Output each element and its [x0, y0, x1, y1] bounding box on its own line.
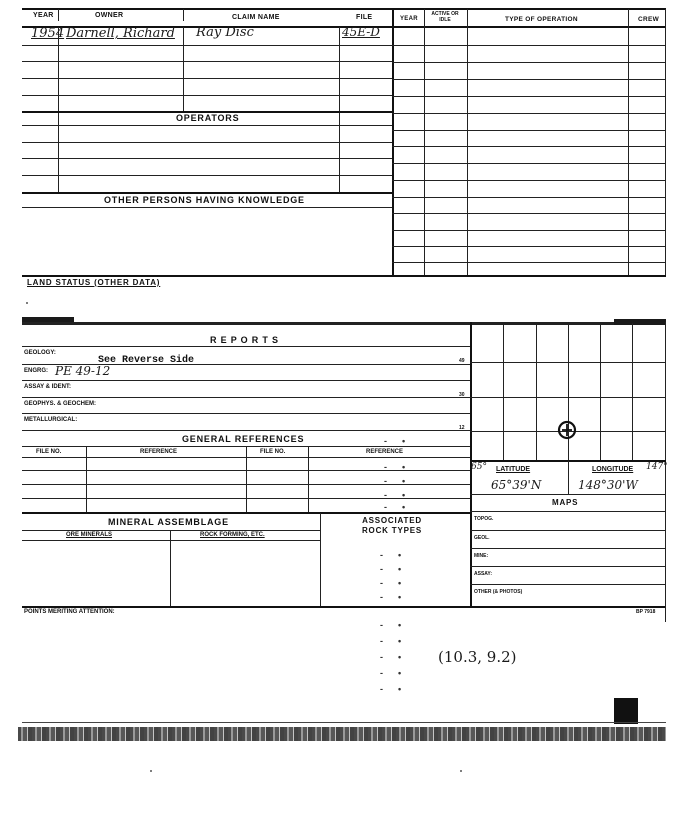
row-line	[392, 62, 666, 63]
dash-mark: - •	[384, 502, 406, 512]
row-line	[392, 230, 666, 231]
maps-mine: MINE:	[474, 553, 489, 559]
col-divider	[665, 9, 666, 275]
reports-heading: R E P O R T S	[210, 335, 279, 345]
dash-mark: - •	[380, 550, 402, 560]
row-line	[22, 158, 392, 159]
points-meriting-attention: POINTS MERITING ATTENTION:	[24, 609, 115, 615]
grid-line	[470, 494, 666, 495]
header-crew: CREW	[638, 16, 660, 23]
right-border	[665, 322, 666, 622]
claim-year: 1954	[31, 26, 65, 41]
mineral-assemblage-heading: MINERAL ASSEMBLAGE	[108, 517, 229, 527]
general-references-heading: GENERAL REFERENCES	[182, 434, 305, 444]
scan-edge-mark	[614, 319, 666, 325]
row-line	[22, 380, 470, 381]
claim-owner: Darnell, Richard	[66, 26, 175, 41]
block-bottom-line	[22, 275, 666, 277]
lat-prefix: 65°	[471, 462, 487, 472]
row-line	[22, 430, 470, 431]
header-owner: OWNER	[95, 12, 124, 19]
col-divider	[86, 447, 87, 513]
grid-line	[536, 323, 537, 460]
row-line	[392, 146, 666, 147]
header-type-of-operation: TYPE OF OPERATION	[505, 16, 578, 23]
row-line	[22, 606, 666, 608]
row-line	[392, 113, 666, 114]
other-persons-heading: OTHER PERSONS HAVING KNOWLEDGE	[104, 195, 305, 205]
col-divider	[467, 9, 468, 275]
grid-line	[470, 397, 666, 398]
dash-mark: - •	[384, 490, 406, 500]
metallurgical-label: METALLURGICAL:	[24, 417, 78, 423]
ref-reference-2: REFERENCE	[366, 449, 404, 455]
claim-name: Ray Disc	[196, 25, 254, 40]
row-line	[22, 207, 392, 208]
grid-line	[470, 530, 666, 531]
form-number: BP 7918	[636, 609, 656, 615]
grid-line	[568, 461, 569, 494]
maps-topog: TOPOG.	[474, 516, 494, 522]
grid-line	[470, 584, 666, 585]
dash-mark: - •	[384, 436, 406, 446]
dash-mark: - •	[380, 620, 402, 630]
ref-file-no-1: FILE NO.	[36, 449, 62, 455]
scan-speck	[150, 770, 152, 772]
divider	[183, 9, 184, 21]
claim-location-marker-icon	[556, 419, 578, 441]
assay-label: ASSAY & IDENT:	[24, 384, 72, 390]
long-suffix: 147°	[646, 462, 668, 472]
col-divider	[58, 27, 59, 192]
row-line	[22, 512, 470, 514]
row-line	[392, 130, 666, 131]
row-line	[22, 397, 470, 398]
dash-mark: - •	[380, 564, 402, 574]
header-claim-name: CLAIM NAME	[232, 14, 280, 21]
margin-12: 12	[459, 425, 465, 431]
dash-mark: - •	[380, 578, 402, 588]
col-divider	[339, 27, 340, 192]
row-line	[392, 79, 666, 80]
row-line	[22, 530, 320, 531]
grid-line	[632, 323, 633, 460]
engrg-label: ENGRG:	[24, 368, 48, 374]
row-line	[392, 45, 666, 46]
margin-30: 30	[459, 392, 465, 398]
col-divider	[320, 513, 321, 606]
dash-mark: - •	[384, 476, 406, 486]
row-line	[22, 175, 392, 176]
row-line	[22, 61, 392, 62]
dash-mark: - •	[380, 652, 402, 662]
associated-rock-types-heading: ASSOCIATED ROCK TYPES	[361, 516, 422, 535]
geology-value: See Reverse Side	[98, 355, 195, 366]
row-line	[392, 96, 666, 97]
claim-file: 45E-D	[342, 25, 380, 39]
latitude-label: LATITUDE	[496, 466, 531, 473]
row-line	[22, 95, 392, 96]
rock-forming-label: ROCK FORMING, ETC.	[200, 532, 265, 538]
geology-label: GEOLOGY:	[24, 350, 56, 356]
col-divider	[424, 9, 425, 275]
maps-geol: GEOL.	[474, 535, 490, 541]
divider	[58, 9, 59, 21]
geophys-label: GEOPHYS. & GEOCHEM:	[24, 401, 97, 407]
row-line	[22, 413, 470, 414]
handwritten-coords: (10.3, 9.2)	[438, 648, 517, 666]
row-line	[22, 78, 392, 79]
row-line	[392, 213, 666, 214]
grid-line	[600, 323, 601, 460]
row-line	[392, 197, 666, 198]
row-line	[22, 346, 470, 347]
scan-speck	[460, 770, 462, 772]
header-year: YEAR	[33, 12, 54, 19]
dash-mark: - •	[384, 462, 406, 472]
dash-mark: - •	[380, 636, 402, 646]
ref-reference-1: REFERENCE	[140, 449, 178, 455]
col-divider	[246, 447, 247, 513]
col-divider	[628, 9, 629, 275]
maps-assay: ASSAY:	[474, 571, 493, 577]
row-line	[392, 246, 666, 247]
col-divider	[170, 531, 171, 606]
header-file: FILE	[356, 14, 373, 21]
row-line	[22, 142, 392, 143]
grid-line	[470, 362, 666, 363]
row-line	[22, 540, 320, 541]
bottom-rule	[22, 722, 666, 723]
maps-heading: MAPS	[552, 498, 579, 507]
top-border	[22, 8, 666, 10]
operators-heading: OPERATORS	[176, 113, 240, 123]
margin-49: 49	[459, 358, 465, 364]
latitude-value: 65°39'N	[491, 478, 542, 492]
longitude-label: LONGITUDE	[592, 466, 634, 473]
row-line	[22, 45, 392, 46]
row-line	[22, 192, 392, 194]
longitude-value: 148°30'W	[578, 478, 638, 492]
grid-line	[470, 548, 666, 549]
scan-noise-band	[18, 727, 666, 741]
grid-line	[470, 566, 666, 567]
scan-speck	[26, 302, 28, 304]
center-divider	[392, 9, 394, 275]
header-ops-year: YEAR	[400, 16, 418, 22]
row-line	[392, 180, 666, 181]
header-active-idle: ACTIVE OR IDLE	[431, 11, 459, 23]
grid-line	[470, 511, 666, 512]
grid-line	[503, 323, 504, 460]
col-divider	[183, 27, 184, 113]
row-line	[392, 163, 666, 164]
scan-black-block	[614, 698, 638, 724]
col-divider	[308, 447, 309, 513]
ore-minerals-label: ORE MINERALS	[66, 532, 113, 538]
maps-other: OTHER (& PHOTOS)	[474, 589, 523, 595]
row-line	[22, 125, 392, 126]
ref-file-no-2: FILE NO.	[260, 449, 286, 455]
dash-mark: - •	[380, 684, 402, 694]
dash-mark: - •	[380, 592, 402, 602]
row-line	[392, 262, 666, 263]
dash-mark: - •	[380, 668, 402, 678]
engrg-value: PE 49-12	[55, 364, 111, 378]
land-status-heading: LAND STATUS (OTHER DATA)	[27, 278, 161, 287]
reports-top-border	[22, 322, 666, 325]
